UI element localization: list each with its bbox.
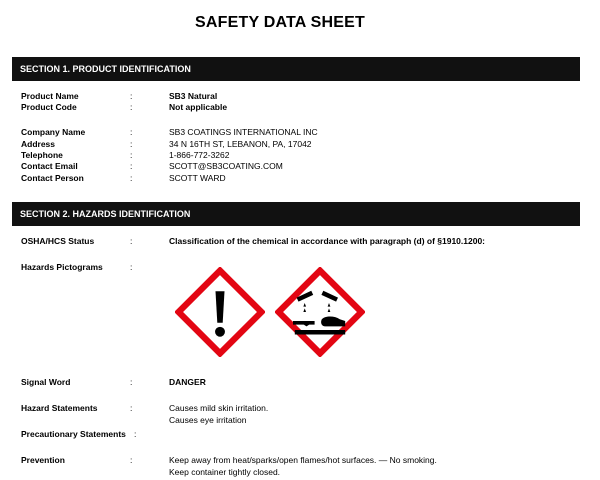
company-name-value: SB3 COATINGS INTERNATIONAL INC: [169, 127, 318, 137]
field-label: Precautionary Statements: [21, 429, 126, 439]
address-value: 34 N 16TH ST, LEBANON, PA, 17042: [169, 139, 312, 149]
telephone-value: 1-866-772-3262: [169, 150, 230, 160]
field-label: Hazards Pictograms: [21, 262, 103, 272]
field-label: Hazard Statements: [21, 403, 98, 413]
osha-status-value: Classification of the chemical in accordance with paragraph (d) of §1910.1200:: [169, 236, 486, 246]
colon: :: [134, 429, 137, 439]
hazard-statement-line: Causes eye irritation: [169, 415, 247, 425]
field-label: Company Name: [21, 127, 86, 137]
signal-word-value: DANGER: [169, 377, 206, 387]
colon: :: [130, 127, 133, 137]
colon: :: [130, 377, 133, 387]
field-label: Address: [21, 139, 56, 149]
document-title: SAFETY DATA SHEET: [195, 14, 365, 31]
colon: :: [130, 236, 133, 246]
field-label: Prevention: [21, 455, 65, 465]
colon: :: [130, 91, 133, 101]
exclamation-mark-icon: [175, 267, 265, 357]
colon: :: [130, 455, 133, 465]
contact-person-value: SCOTT WARD: [169, 173, 226, 183]
field-label: Contact Email: [21, 161, 78, 171]
section-1-header: SECTION 1. PRODUCT IDENTIFICATION: [12, 57, 580, 81]
colon: :: [130, 262, 133, 272]
colon: :: [130, 139, 133, 149]
section-2-header: SECTION 2. HAZARDS IDENTIFICATION: [12, 202, 580, 226]
corrosion-icon: [275, 267, 365, 357]
field-label: Signal Word: [21, 377, 71, 387]
field-label: Contact Person: [21, 173, 84, 183]
colon: :: [130, 161, 133, 171]
field-label: Product Code: [21, 102, 77, 112]
prevention-line: Keep away from heat/sparks/open flames/hot surfaces. — No smoking.: [169, 455, 437, 465]
colon: :: [130, 173, 133, 183]
field-label: Product Name: [21, 91, 79, 101]
contact-email-value: SCOTT@SB3COATING.COM: [169, 161, 283, 171]
prevention-line: Keep container tightly closed.: [169, 467, 281, 477]
field-label: OSHA/HCS Status: [21, 236, 95, 246]
hazard-statement-line: Causes mild skin irritation.: [169, 403, 269, 413]
colon: :: [130, 403, 133, 413]
product-name-value: SB3 Natural: [169, 91, 218, 101]
product-code-value: Not applicable: [169, 102, 228, 112]
colon: :: [130, 102, 133, 112]
field-label: Telephone: [21, 150, 63, 160]
colon: :: [130, 150, 133, 160]
